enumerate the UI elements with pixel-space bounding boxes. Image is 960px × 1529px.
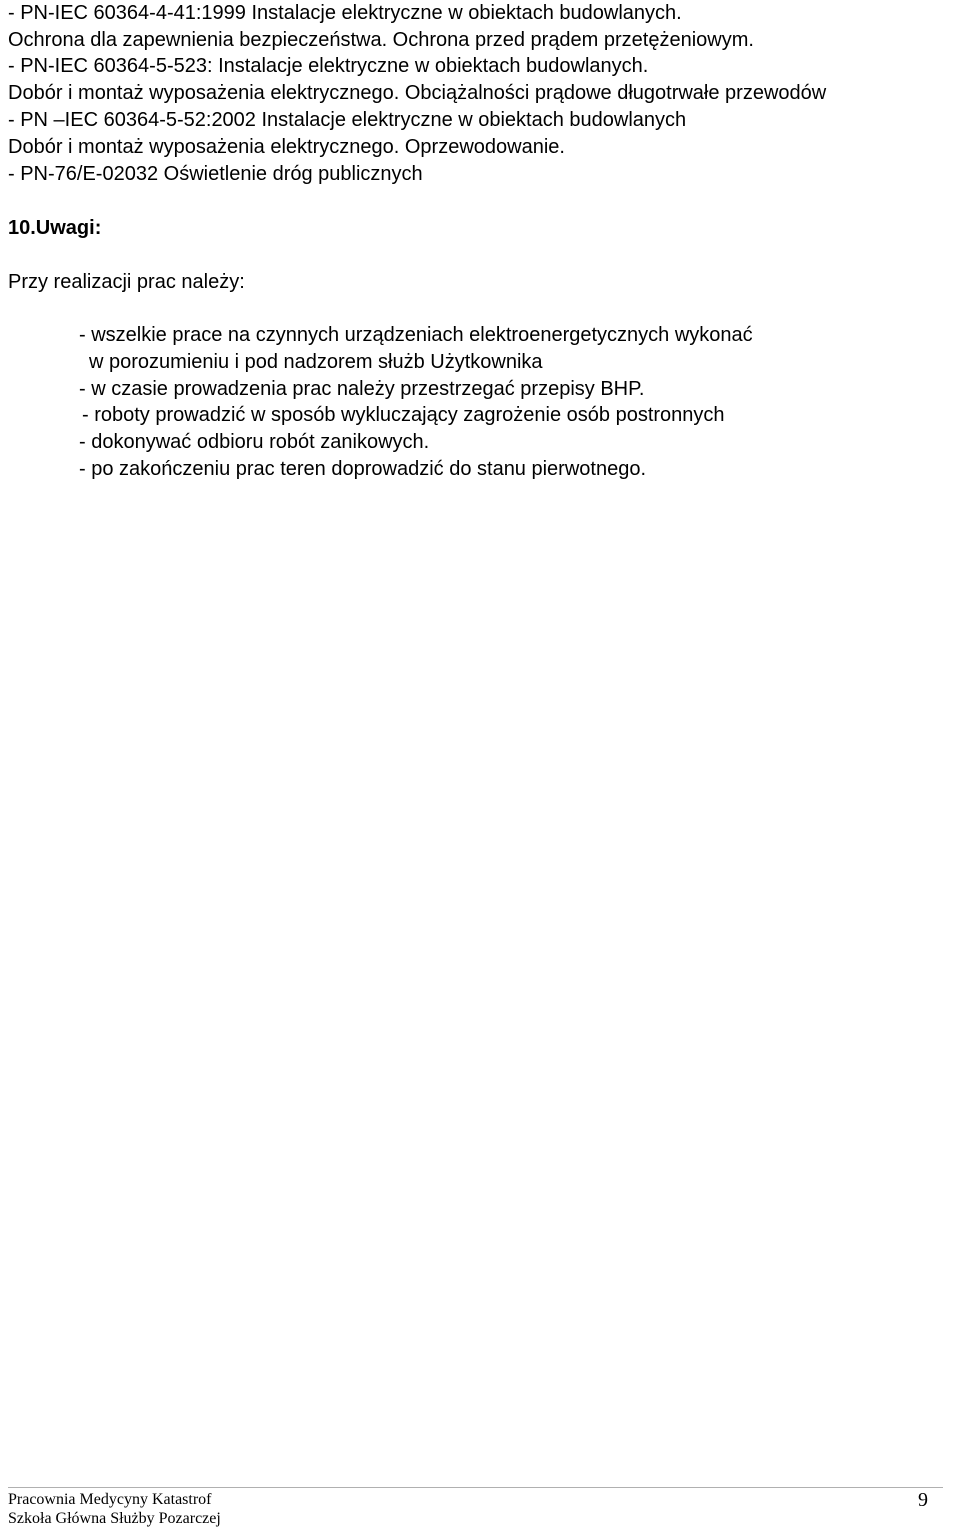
list-item: - po zakończeniu prac teren doprowadzić do stanu pierwotnego. (79, 458, 647, 480)
list-item: - w czasie prowadzenia prac należy przestrzegać przepisy BHP. (79, 378, 645, 400)
section-intro: Przy realizacji prac należy: (8, 271, 245, 293)
footer-divider (8, 1487, 943, 1488)
list-item: - wszelkie prace na czynnych urządzeniach elektroenergetycznych wykonać (79, 324, 753, 346)
list-item: - roboty prowadzić w sposób wykluczający zagrożenie osób postronnych (82, 404, 725, 426)
page-number: 9 (918, 1489, 928, 1511)
standard-line: - PN-IEC 60364-5-523: Instalacje elektryczne w obiektach budowlanych. (8, 55, 649, 77)
footer-line-2: Szkoła Główna Służby Pozarczej (8, 1510, 221, 1527)
standard-line: Ochrona dla zapewnienia bezpieczeństwa. Ochrona przed prądem przetężeniowym. (8, 29, 754, 51)
footer-line-1: Pracownia Medycyny Katastrof (8, 1491, 212, 1508)
list-item: - dokonywać odbioru robót zanikowych. (79, 431, 430, 453)
standard-line: Dobór i montaż wyposażenia elektrycznego. Oprzewodowanie. (8, 136, 565, 158)
standard-line: - PN-IEC 60364-4-41:1999 Instalacje elektryczne w obiektach budowlanych. (8, 2, 682, 24)
list-item-continuation: w porozumieniu i pod nadzorem służb Użytkownika (89, 351, 543, 373)
standard-line: - PN-76/E-02032 Oświetlenie dróg publicznych (8, 163, 423, 185)
standard-line: Dobór i montaż wyposażenia elektrycznego. Obciążalności prądowe długotrwałe przewodów (8, 82, 827, 104)
standard-line: - PN –IEC 60364-5-52:2002 Instalacje elektryczne w obiektach budowlanych (8, 109, 687, 131)
section-heading: 10.Uwagi: (8, 217, 102, 239)
